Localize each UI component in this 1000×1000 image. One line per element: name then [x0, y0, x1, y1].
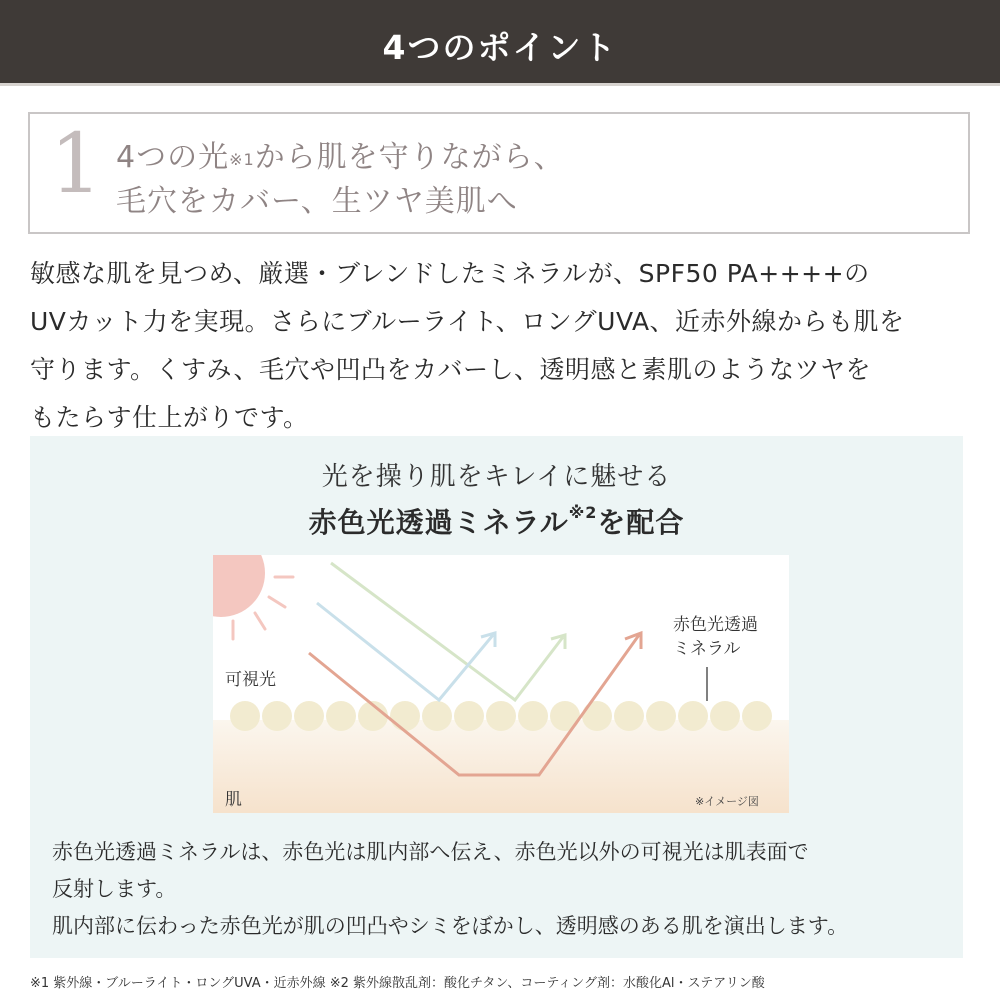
caption-line: 赤色光透過ミネラルは、赤色光は肌内部へ伝え、赤色光以外の可視光は肌表面で: [52, 840, 809, 864]
description-line: もたらす仕上がりです。: [30, 403, 309, 432]
particle-row: [230, 701, 772, 731]
mineral-label-line2: ミネラル: [673, 639, 741, 659]
visible-light-label: 可視光: [225, 670, 276, 690]
footnote: ※1 紫外線・ブルーライト・ロングUVA・近赤外線 ※2 紫外線散乱剤：酸化チタン、コーティング剤：水酸化Al・ステアリン酸: [30, 976, 765, 991]
point-heading-line2: 毛穴をカバー、生ツヤ美肌へ: [116, 184, 518, 219]
diagram-illustration: [213, 555, 789, 813]
point-heading: [116, 136, 565, 224]
page-header: [0, 0, 1000, 86]
point-heading-box: [28, 112, 970, 234]
panel-title-text: 赤色光透過ミネラル: [308, 506, 569, 539]
mineral-label-line1: 赤色光透過: [673, 615, 758, 635]
description-line: 守ります。くすみ、毛穴や凹凸をカバーし、透明感と素肌のようなツヤを: [30, 355, 872, 384]
description-text: [30, 250, 974, 442]
mineral-label: [673, 613, 758, 661]
image-note: ※イメージ図: [695, 795, 759, 808]
panel-title: [30, 501, 963, 541]
description-line: UVカット力を実現。さらにブルーライト、ロングUVA、近赤外線からも肌を: [30, 307, 905, 336]
caption-line: 反射します。: [52, 877, 177, 901]
caption-line: 肌内部に伝わった赤色光が肌の凹凸やシミをぼかし、透明感のある肌を演出します。: [52, 914, 849, 938]
point-line1-text: 4つの光: [116, 140, 230, 175]
panel-title-text-cont: を配合: [597, 506, 685, 539]
panel-subtitle: 光を操り肌をキレイに魅せる: [321, 462, 672, 492]
point-number: 1: [50, 117, 103, 212]
sun-icon: [213, 555, 265, 617]
point-line1-text-cont: から肌を守りながら、: [254, 140, 565, 175]
skin-label: 肌: [225, 790, 242, 810]
light-reflection-diagram: [213, 555, 789, 813]
page-title: 4つのポイント: [382, 28, 618, 67]
footnote-ref-1: ※1: [229, 150, 255, 169]
footnote-ref-2: ※2: [568, 503, 598, 522]
green-light-ray: [331, 563, 563, 700]
diagram-caption: [52, 834, 962, 945]
point-heading-line1: [116, 136, 565, 180]
description-line: 敏感な肌を見つめ、厳選・ブレンドしたミネラルが、SPF50 PA++++の: [30, 259, 870, 288]
